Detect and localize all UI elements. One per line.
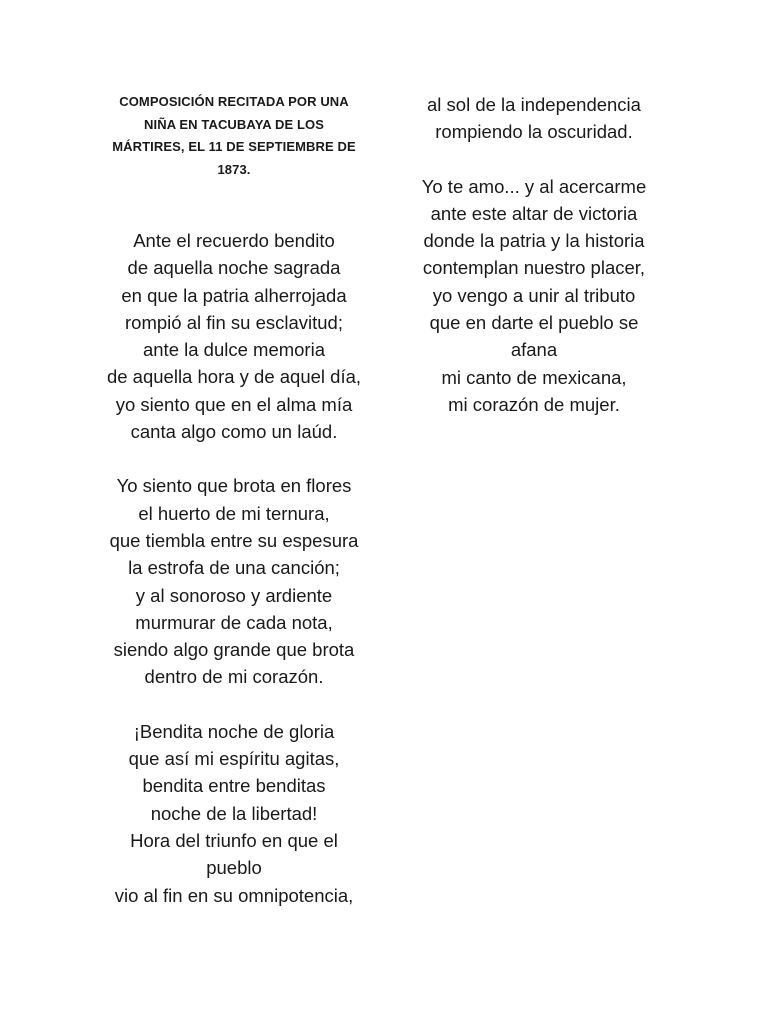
verse-line: rompiendo la oscuridad. xyxy=(435,121,633,143)
left-column xyxy=(100,91,368,909)
verse-line: de aquella noche sagrada xyxy=(127,257,341,279)
verse-line: yo vengo a unir al tributo xyxy=(432,284,636,306)
verse-line: noche de la libertad! xyxy=(150,802,318,824)
verse-line: dentro de mi corazón. xyxy=(144,666,324,688)
verse-line: en que la patria alherrojada xyxy=(121,284,347,306)
verse-line: la estrofa de una canción; xyxy=(128,557,340,579)
verse-line: bendita entre benditas xyxy=(142,775,326,797)
title-line: COMPOSICIÓN RECITADA POR UNA xyxy=(119,94,349,109)
verse-line: de aquella hora y de aquel día, xyxy=(106,366,362,388)
stanza-3 xyxy=(100,718,368,909)
right-column xyxy=(400,91,668,418)
verse-line: donde la patria y la historia xyxy=(423,230,645,252)
stanza-1 xyxy=(100,227,368,445)
verse-line: que tiembla entre su espesura xyxy=(109,529,359,551)
verse-line: que en darte el pueblo se xyxy=(429,312,639,334)
verse-line: que así mi espíritu agitas, xyxy=(128,748,340,770)
verse-line: mi corazón de mujer. xyxy=(448,393,620,415)
verse-line: contemplan nuestro placer, xyxy=(422,257,646,279)
verse-line: Ante el recuerdo bendito xyxy=(133,230,335,251)
verse-line: siendo algo grande que brota xyxy=(113,639,355,661)
verse-line: pueblo xyxy=(206,857,262,879)
verse-line: vio al fin en su omnipotencia, xyxy=(114,884,354,906)
verse-line: ante este altar de victoria xyxy=(430,202,638,224)
title-line: MÁRTIRES, EL 11 DE SEPTIEMBRE DE xyxy=(112,139,356,154)
verse-line: y al sonoroso y ardiente xyxy=(135,584,333,606)
verse-line: yo siento que en el alma mía xyxy=(115,393,353,415)
verse-line: rompió al fin su esclavitud; xyxy=(125,311,343,333)
verse-line: Yo siento que brota en flores xyxy=(116,475,352,497)
verse-line: murmurar de cada nota, xyxy=(135,611,333,633)
title-line: NIÑA EN TACUBAYA DE LOS xyxy=(144,116,324,132)
verse-line: canta algo como un laúd. xyxy=(130,421,338,443)
verse-line: ante la dulce memoria xyxy=(142,339,325,361)
verse-line: al sol de la independencia xyxy=(427,94,641,115)
poem-title xyxy=(100,91,368,181)
verse-line: Hora del triunfo en que el xyxy=(130,829,338,851)
stanza-5 xyxy=(400,173,668,419)
verse-line: el huerto de mi ternura, xyxy=(138,502,330,524)
verse-line: ¡Bendita noche de gloria xyxy=(133,720,335,742)
stanza-2 xyxy=(100,472,368,690)
verse-line: Yo te amo... y al acercarme xyxy=(421,175,647,197)
stanza-4 xyxy=(400,91,668,146)
verse-line: mi canto de mexicana, xyxy=(441,366,627,388)
verse-line: afana xyxy=(510,339,558,361)
title-line: 1873. xyxy=(217,161,251,177)
